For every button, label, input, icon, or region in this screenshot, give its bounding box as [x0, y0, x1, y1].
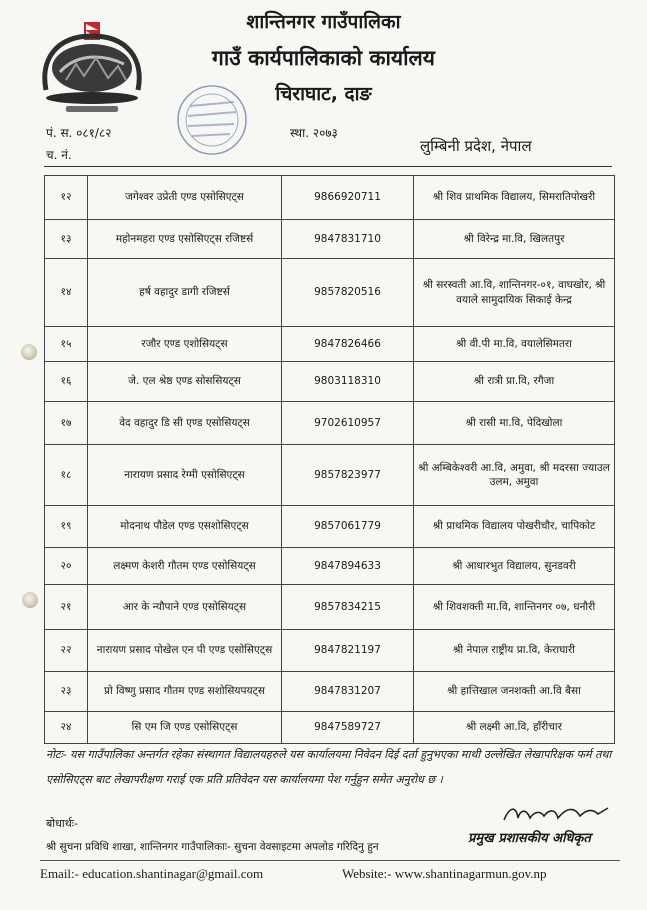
table-row [45, 220, 615, 259]
phone-number: 9847826466 [282, 327, 414, 362]
school-name: श्री हात्तिखाल जनशक्ती आ.वि बैसा [414, 672, 615, 712]
phone-number: 9857820516 [282, 259, 414, 327]
serial-number: २० [45, 548, 88, 585]
officer-signature-icon [500, 802, 612, 826]
header-divider [44, 166, 612, 167]
established-year: स्था. २०७३ [290, 126, 338, 140]
serial-number: १५ [45, 327, 88, 362]
table-row [45, 712, 615, 744]
phone-number: 9866920711 [282, 176, 414, 220]
school-name: श्री नेपाल राष्ट्रीय प्रा.वि, केराघारी [414, 630, 615, 672]
table-row [45, 259, 615, 327]
serial-number: १७ [45, 402, 88, 445]
table-row [45, 548, 615, 585]
office-seal-stamp-icon [172, 78, 252, 160]
punch-hole [22, 592, 38, 608]
school-name: श्री शिव प्राथमिक विद्यालय, सिमरातिपोखरी [414, 176, 615, 220]
serial-number: १३ [45, 220, 88, 259]
auditor-firm: हर्ष वहादुर डागी रजिष्टर्स [88, 259, 282, 327]
table-row [45, 362, 615, 402]
serial-number: १८ [45, 445, 88, 506]
province-label: लुम्बिनी प्रदेश, नेपाल [420, 137, 532, 155]
table-row [45, 402, 615, 445]
serial-number: १४ [45, 259, 88, 327]
phone-number: 9702610957 [282, 402, 414, 445]
auditor-firm: महोनमहरा एण्ड एसोसिएट्स रजिष्टर्स [88, 220, 282, 259]
auditor-firm: नारायण प्रसाद रेग्मी एसोसिएट्स [88, 445, 282, 506]
cc-info-section: श्री सुचना प्रविधि शाखा, शान्तिनगर गाउँपालिकाः- सुचना वेवसाइटमा अपलोड गरिदिनु हुन [46, 841, 379, 853]
school-name: श्री रासी मा.वि, पेदिखोला [414, 402, 615, 445]
contact-website: Website:- www.shantinagarmun.gov.np [342, 866, 547, 881]
phone-number: 9857834215 [282, 585, 414, 630]
table-row [45, 672, 615, 712]
municipality-name: शान्तिनगर गाउँपालिका [246, 11, 401, 33]
table-row [45, 327, 615, 362]
phone-number: 9847821197 [282, 630, 414, 672]
auditor-firm: प्रो विष्णु प्रसाद गौतम एण्ड सशोसियपयट्स [88, 672, 282, 712]
phone-number: 9803118310 [282, 362, 414, 402]
office-name: गाउँ कार्यपालिकाको कार्यालय [212, 46, 435, 70]
school-name: श्री विरेन्द्र मा.वि, खिलतपुर [414, 220, 615, 259]
school-name: श्री आधारभुत विद्यालय, सुनडवरी [414, 548, 615, 585]
auditor-school-table [44, 175, 615, 744]
school-name: श्री रात्री प्रा.वि, रगैजा [414, 362, 615, 402]
phone-number: 9847831207 [282, 672, 414, 712]
cc-label: बोधार्थः- [46, 817, 78, 830]
phone-number: 9847894633 [282, 548, 414, 585]
auditor-firm: जे. एल श्रेष्ठ एण्ड सोससियट्स [88, 362, 282, 402]
auditor-firm: आर के न्यौपाने एण्ड एसोसियट्स [88, 585, 282, 630]
phone-number: 9847589727 [282, 712, 414, 744]
serial-number: २४ [45, 712, 88, 744]
phone-number: 9857061779 [282, 506, 414, 548]
auditor-firm: मोदनाथ पौडेल एण्ड एसशोसिएट्स [88, 506, 282, 548]
auditor-firm: रजौर एण्ड एशोसियट्स [88, 327, 282, 362]
office-location: चिराघाट, दाङ [275, 83, 372, 105]
phone-number: 9847831710 [282, 220, 414, 259]
table-row [45, 585, 615, 630]
punch-hole [21, 344, 37, 360]
dispatch-number: च. नं. [46, 148, 72, 162]
serial-number: २१ [45, 585, 88, 630]
school-name: श्री शिवशक्ती मा.वि, शान्तिनगर ०७, धनौरी [414, 585, 615, 630]
contact-email: Email:- education.shantinagar@gmail.com [40, 866, 264, 881]
footer-divider [40, 860, 620, 861]
officer-title: प्रमुख प्रशासकीय अधिकृत [468, 831, 591, 846]
auditor-firm: लक्ष्मण केशरी गौतम एण्ड एसोसियट्स [88, 548, 282, 585]
serial-number: १९ [45, 506, 88, 548]
reference-number: पं. स. ०८१/८२ [46, 126, 112, 140]
table-row [45, 445, 615, 506]
school-name: श्री अम्बिकेश्वरी आ.वि, अमुवा, श्री मदरसा ज्याउल उलम, अमुवा [414, 445, 615, 506]
phone-number: 9857823977 [282, 445, 414, 506]
table-row [45, 176, 615, 220]
serial-number: २३ [45, 672, 88, 712]
school-name: श्री सरस्वती आ.वि, शान्तिनगर-०१, वाघखोर, श्री वयाले सामुदायिक सिकाई केन्द्र [414, 259, 615, 327]
school-name: श्री लक्ष्मी आ.वि, हाँरीचार [414, 712, 615, 744]
table-row [45, 630, 615, 672]
serial-number: २२ [45, 630, 88, 672]
school-name: श्री प्राथमिक विद्यालय पोखरीचौर, चापिकोट [414, 506, 615, 548]
table-row [45, 506, 615, 548]
school-name: श्री वी.पी मा.वि, वयालेसिमतरा [414, 327, 615, 362]
serial-number: १२ [45, 176, 88, 220]
serial-number: १६ [45, 362, 88, 402]
auditor-firm: सि एम जि एण्ड एसोसिएट्स [88, 712, 282, 744]
auditor-firm: वेद वहादुर डि सी एण्ड एसोसियट्स [88, 402, 282, 445]
auditor-firm: जगेश्वर उप्रेती एण्ड एसोसिएट्स [88, 176, 282, 220]
footnote: नोटः- यस गाउँपालिका अन्तर्गत रहेका संस्थागत विद्यालयहरुले यस कार्यालयमा निवेदन दिई दर्ता हुनुभएका माथी उल्लेखित लेखापरिक्षक फर्म तथा एसोसिएट्स बाट लेखापरीक्षण गराई एक प्रति प्रतिवेदन यस कार्यालयमा पेश गर्नुहुन समेत अनुरोध छ । [46, 748, 612, 786]
auditor-firm: नारायण प्रसाद पोखेल एन पी एण्ड एसोसिएट्स [88, 630, 282, 672]
